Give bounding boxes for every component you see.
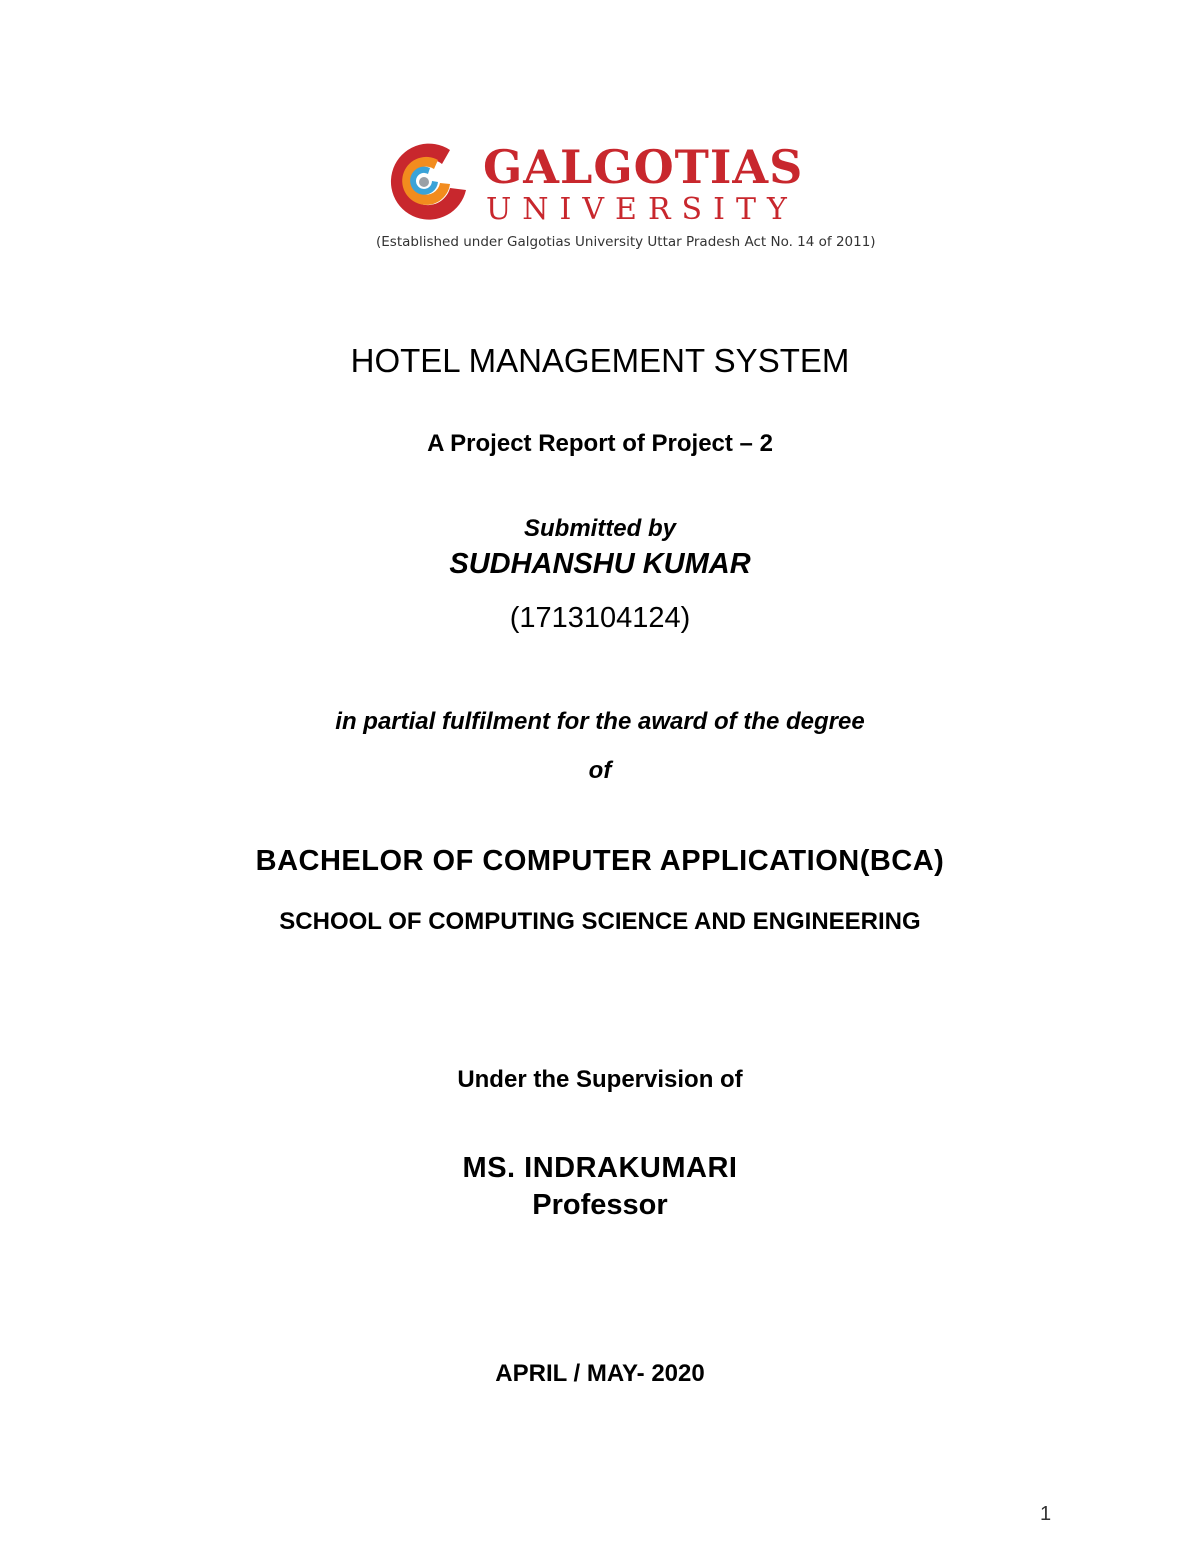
logo-name: GALGOTIAS [483, 140, 804, 194]
project-line: A Project Report of Project – 2 [427, 430, 773, 457]
school-name: SCHOOL OF COMPUTING SCIENCE AND ENGINEERING [279, 908, 921, 935]
partial-fulfilment-line: in partial fulfilment for the award of the degree [335, 708, 865, 735]
roll-number: (1713104124) [509, 602, 691, 634]
page-number: 1 [1040, 1503, 1052, 1525]
student-name: SUDHANSHU KUMAR [449, 548, 751, 580]
submission-date: APRIL / MAY- 2020 [495, 1360, 705, 1387]
university-logo [376, 138, 876, 258]
university-emblem-icon [380, 138, 472, 230]
logo-subtitle: UNIVERSITY [486, 192, 798, 227]
of-line: of [588, 757, 612, 784]
degree-name: BACHELOR OF COMPUTER APPLICATION(BCA) [255, 845, 945, 877]
submitted-by-label: Submitted by [523, 515, 676, 542]
supervision-label: Under the Supervision of [457, 1066, 743, 1093]
supervisor-title: Professor [532, 1189, 668, 1221]
supervisor-name: MS. INDRAKUMARI [462, 1152, 738, 1184]
report-title: HOTEL MANAGEMENT SYSTEM [350, 342, 850, 379]
logo-established: (Established under Galgotias University Uttar Pradesh Act No. 14 of 2011) [376, 234, 876, 250]
